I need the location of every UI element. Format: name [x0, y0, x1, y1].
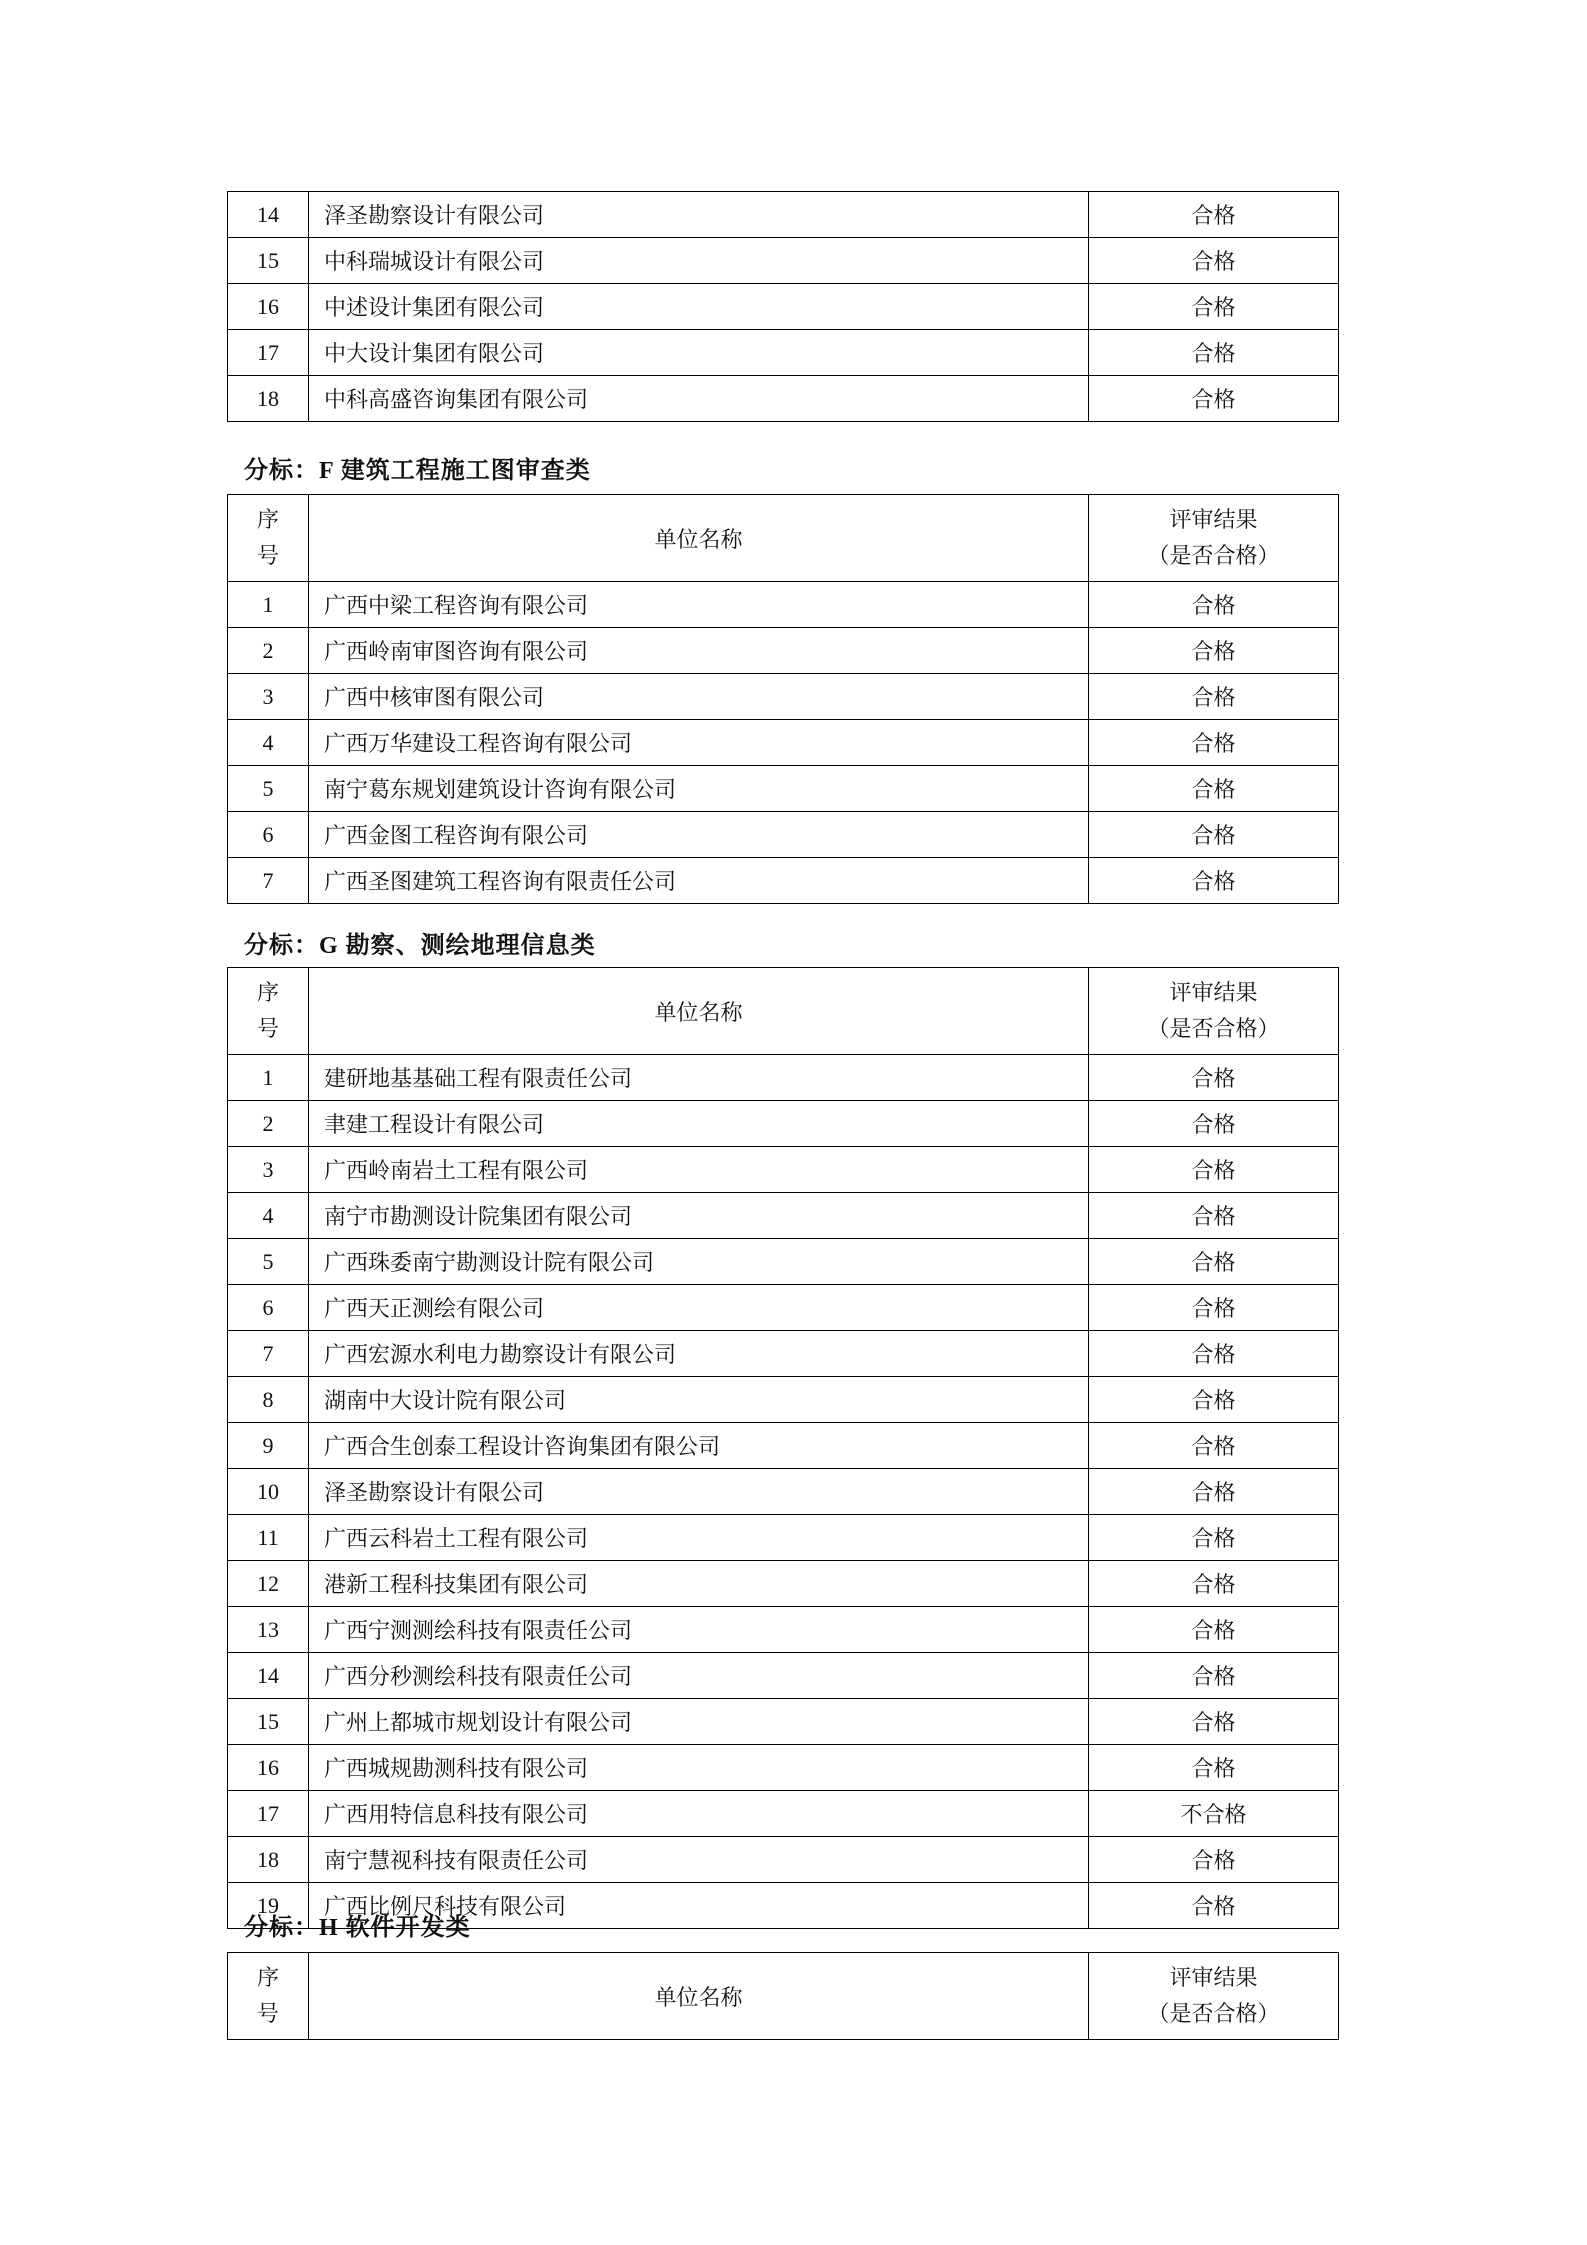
- company-name-cell: 广西天正测绘有限公司: [309, 1285, 1089, 1331]
- section-f-table-body: [228, 582, 1339, 904]
- table-row: [228, 1837, 1339, 1883]
- company-name-cell: 广西宏源水利电力勘察设计有限公司: [309, 1331, 1089, 1377]
- company-name-cell: 广西珠委南宁勘测设计院有限公司: [309, 1239, 1089, 1285]
- company-name-cell: 南宁市勘测设计院集团有限公司: [309, 1193, 1089, 1239]
- result-cell: 不合格: [1089, 1791, 1339, 1837]
- company-name-cell: 泽圣勘察设计有限公司: [309, 1469, 1089, 1515]
- row-index-cell: 17: [228, 330, 309, 376]
- table-row: [228, 1377, 1339, 1423]
- row-index-cell: 17: [228, 1791, 309, 1837]
- header-index-cell: [228, 968, 309, 1055]
- table-row: [228, 330, 1339, 376]
- section-f-title: 分标：F 建筑工程施工图审查类: [244, 458, 591, 484]
- table-row: [228, 766, 1339, 812]
- header-index-line2: 号: [256, 543, 279, 568]
- company-name-cell: 湖南中大设计院有限公司: [309, 1377, 1089, 1423]
- result-cell: 合格: [1089, 1653, 1339, 1699]
- result-cell: 合格: [1089, 766, 1339, 812]
- row-index-cell: 8: [228, 1377, 309, 1423]
- company-name-cell: 广西分秒测绘科技有限责任公司: [309, 1653, 1089, 1699]
- table-row: [228, 582, 1339, 628]
- row-index-cell: 6: [228, 1285, 309, 1331]
- table-row: [228, 812, 1339, 858]
- company-name-cell: 泽圣勘察设计有限公司: [309, 192, 1089, 238]
- header-result-line2: （是否合格）: [1147, 543, 1280, 568]
- result-cell: 合格: [1089, 1469, 1339, 1515]
- result-cell: 合格: [1089, 1561, 1339, 1607]
- company-name-cell: 中科瑞城设计有限公司: [309, 238, 1089, 284]
- result-cell: 合格: [1089, 582, 1339, 628]
- table-row: [228, 674, 1339, 720]
- company-name-cell: 中述设计集团有限公司: [309, 284, 1089, 330]
- table-row: [228, 238, 1339, 284]
- result-cell: 合格: [1089, 1377, 1339, 1423]
- result-cell: 合格: [1089, 720, 1339, 766]
- result-cell: 合格: [1089, 1239, 1339, 1285]
- result-cell: 合格: [1089, 1285, 1339, 1331]
- result-cell: 合格: [1089, 1101, 1339, 1147]
- table-row: [228, 1147, 1339, 1193]
- row-index-cell: 2: [228, 1101, 309, 1147]
- company-name-cell: 广州上都城市规划设计有限公司: [309, 1699, 1089, 1745]
- table-header: [228, 968, 1339, 1055]
- header-result-cell: [1089, 495, 1339, 582]
- company-name-cell: 广西比例尺科技有限公司: [309, 1883, 1089, 1929]
- company-name-cell: 广西用特信息科技有限公司: [309, 1791, 1089, 1837]
- header-result-cell: [1089, 968, 1339, 1055]
- row-index-cell: 16: [228, 284, 309, 330]
- row-index-cell: 3: [228, 674, 309, 720]
- table-row: [228, 1101, 1339, 1147]
- row-index-cell: 6: [228, 812, 309, 858]
- table-header: [228, 495, 1339, 582]
- table-row: [228, 284, 1339, 330]
- table-row: [228, 628, 1339, 674]
- company-name-cell: 中大设计集团有限公司: [309, 330, 1089, 376]
- row-index-cell: 9: [228, 1423, 309, 1469]
- result-cell: 合格: [1089, 1837, 1339, 1883]
- section-g-table: [227, 967, 1339, 1929]
- row-index-cell: 1: [228, 582, 309, 628]
- table-row: [228, 376, 1339, 422]
- result-cell: 合格: [1089, 1699, 1339, 1745]
- header-row: [228, 1953, 1339, 2040]
- header-index-line2: 号: [256, 1016, 279, 1041]
- table-row: [228, 1699, 1339, 1745]
- table-row: [228, 1745, 1339, 1791]
- row-index-cell: 18: [228, 1837, 309, 1883]
- header-company-cell: 单位名称: [309, 968, 1089, 1055]
- company-name-cell: 建研地基基础工程有限责任公司: [309, 1055, 1089, 1101]
- company-name-cell: 南宁慧视科技有限责任公司: [309, 1837, 1089, 1883]
- company-name-cell: 广西中梁工程咨询有限公司: [309, 582, 1089, 628]
- result-cell: 合格: [1089, 1607, 1339, 1653]
- result-cell: 合格: [1089, 192, 1339, 238]
- result-cell: 合格: [1089, 812, 1339, 858]
- row-index-cell: 13: [228, 1607, 309, 1653]
- table-row: [228, 1607, 1339, 1653]
- result-cell: 合格: [1089, 1515, 1339, 1561]
- company-name-cell: 广西岭南审图咨询有限公司: [309, 628, 1089, 674]
- company-name-cell: 广西圣图建筑工程咨询有限责任公司: [309, 858, 1089, 904]
- company-name-cell: 中科高盛咨询集团有限公司: [309, 376, 1089, 422]
- row-index-cell: 16: [228, 1745, 309, 1791]
- result-cell: 合格: [1089, 628, 1339, 674]
- table-header: [228, 1953, 1339, 2040]
- table-row: [228, 1193, 1339, 1239]
- continuation-table-body: [228, 192, 1339, 422]
- result-cell: 合格: [1089, 376, 1339, 422]
- company-name-cell: 广西城规勘测科技有限公司: [309, 1745, 1089, 1791]
- result-cell: 合格: [1089, 858, 1339, 904]
- result-cell: 合格: [1089, 284, 1339, 330]
- row-index-cell: 3: [228, 1147, 309, 1193]
- company-name-cell: 广西金图工程咨询有限公司: [309, 812, 1089, 858]
- company-name-cell: 港新工程科技集团有限公司: [309, 1561, 1089, 1607]
- header-index-line1: 序: [256, 1965, 279, 1990]
- row-index-cell: 7: [228, 858, 309, 904]
- table-row: [228, 1285, 1339, 1331]
- result-cell: 合格: [1089, 1147, 1339, 1193]
- row-index-cell: 10: [228, 1469, 309, 1515]
- section-g-table-body: [228, 1055, 1339, 1929]
- row-index-cell: 4: [228, 720, 309, 766]
- result-cell: 合格: [1089, 1883, 1339, 1929]
- header-index-line2: 号: [256, 2001, 279, 2026]
- company-name-cell: 广西万华建设工程咨询有限公司: [309, 720, 1089, 766]
- row-index-cell: 2: [228, 628, 309, 674]
- row-index-cell: 14: [228, 192, 309, 238]
- row-index-cell: 5: [228, 1239, 309, 1285]
- company-name-cell: 南宁葛东规划建筑设计咨询有限公司: [309, 766, 1089, 812]
- header-result-line2: （是否合格）: [1147, 2001, 1280, 2026]
- table-row: [228, 192, 1339, 238]
- company-name-cell: 广西云科岩土工程有限公司: [309, 1515, 1089, 1561]
- section-h-table: [227, 1952, 1339, 2040]
- result-cell: 合格: [1089, 330, 1339, 376]
- company-name-cell: 广西中核审图有限公司: [309, 674, 1089, 720]
- result-cell: 合格: [1089, 1331, 1339, 1377]
- row-index-cell: 15: [228, 1699, 309, 1745]
- table-row: [228, 1331, 1339, 1377]
- company-name-cell: 聿建工程设计有限公司: [309, 1101, 1089, 1147]
- header-result-line1: 评审结果: [1169, 507, 1258, 532]
- table-row: [228, 1469, 1339, 1515]
- section-f-table: [227, 494, 1339, 904]
- row-index-cell: 7: [228, 1331, 309, 1377]
- section-h-title: 分标：H 软件开发类: [244, 1915, 471, 1941]
- header-index-cell: [228, 495, 309, 582]
- row-index-cell: 19: [228, 1883, 309, 1929]
- row-index-cell: 14: [228, 1653, 309, 1699]
- row-index-cell: 15: [228, 238, 309, 284]
- header-result-line1: 评审结果: [1169, 980, 1258, 1005]
- table-row: [228, 1055, 1339, 1101]
- row-index-cell: 5: [228, 766, 309, 812]
- table-row: [228, 858, 1339, 904]
- header-index-line1: 序: [256, 980, 279, 1005]
- header-result-line2: （是否合格）: [1147, 1016, 1280, 1041]
- table-row: [228, 1239, 1339, 1285]
- continuation-table: [227, 191, 1339, 422]
- result-cell: 合格: [1089, 674, 1339, 720]
- header-result-cell: [1089, 1953, 1339, 2040]
- company-name-cell: 广西岭南岩土工程有限公司: [309, 1147, 1089, 1193]
- row-index-cell: 11: [228, 1515, 309, 1561]
- row-index-cell: 1: [228, 1055, 309, 1101]
- header-result-line1: 评审结果: [1169, 1965, 1258, 1990]
- header-row: [228, 495, 1339, 582]
- header-company-cell: 单位名称: [309, 495, 1089, 582]
- header-row: [228, 968, 1339, 1055]
- table-row: [228, 1423, 1339, 1469]
- section-g-title: 分标：G 勘察、测绘地理信息类: [244, 933, 596, 959]
- row-index-cell: 18: [228, 376, 309, 422]
- table-row: [228, 720, 1339, 766]
- row-index-cell: 4: [228, 1193, 309, 1239]
- company-name-cell: 广西合生创泰工程设计咨询集团有限公司: [309, 1423, 1089, 1469]
- row-index-cell: 12: [228, 1561, 309, 1607]
- result-cell: 合格: [1089, 238, 1339, 284]
- result-cell: 合格: [1089, 1423, 1339, 1469]
- header-company-cell: 单位名称: [309, 1953, 1089, 2040]
- table-row: [228, 1653, 1339, 1699]
- table-row: [228, 1791, 1339, 1837]
- header-index-cell: [228, 1953, 309, 2040]
- result-cell: 合格: [1089, 1055, 1339, 1101]
- company-name-cell: 广西宁测测绘科技有限责任公司: [309, 1607, 1089, 1653]
- header-index-line1: 序: [256, 507, 279, 532]
- table-row: [228, 1561, 1339, 1607]
- table-row: [228, 1515, 1339, 1561]
- result-cell: 合格: [1089, 1193, 1339, 1239]
- result-cell: 合格: [1089, 1745, 1339, 1791]
